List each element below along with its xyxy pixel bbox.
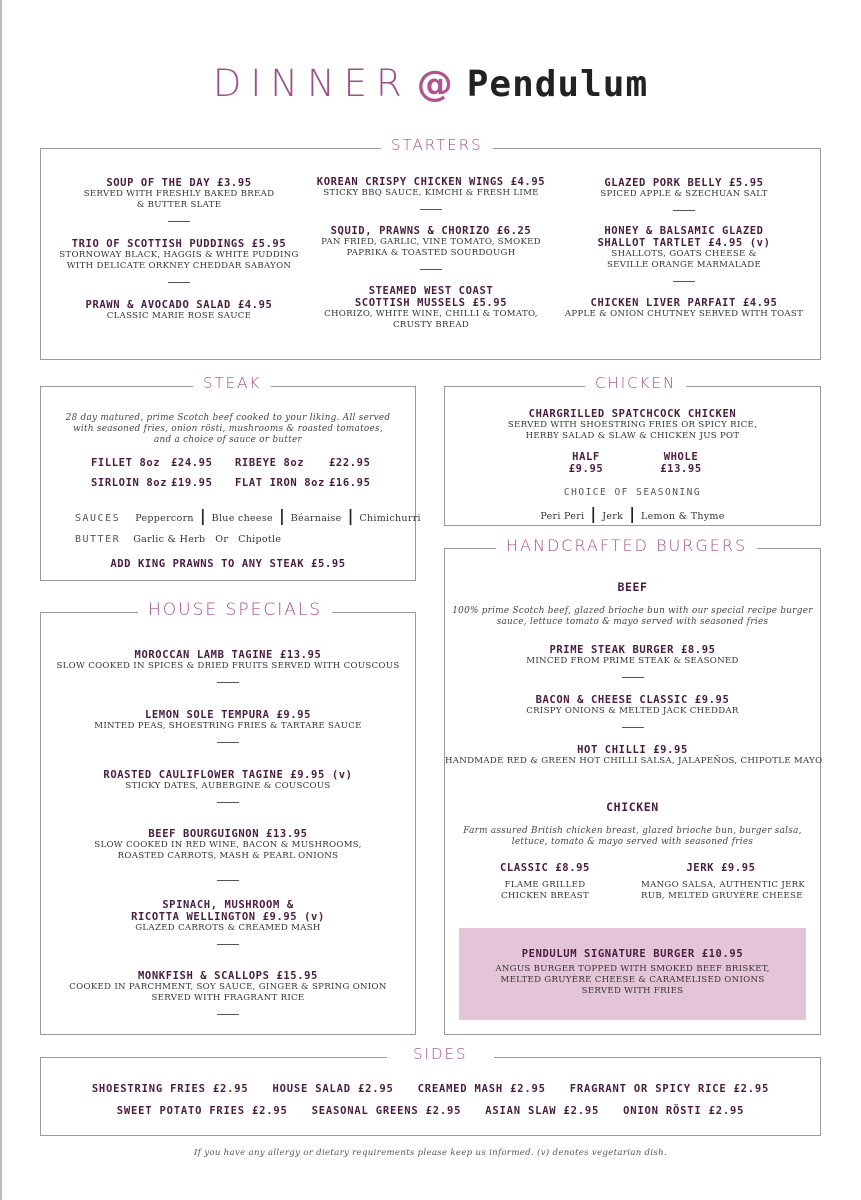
side-item: ASIAN SLAW £2.95 xyxy=(485,1105,600,1117)
starters-section xyxy=(40,136,821,360)
starter-item: TRIO OF SCOTTISH PUDDINGS £5.95 STORNOWAY BLACK, HAGGIS & WHITE PUDDING WITH DELICATE ORKNEY CHEDDAR SABAYON xyxy=(49,238,309,283)
sides-row xyxy=(40,1083,821,1095)
signature-burger-panel xyxy=(459,928,806,1020)
burger-item-classic: CLASSIC £8.95 FLAME GRILLED CHICKEN BREAST xyxy=(500,862,590,901)
chicken-title: CHICKEN xyxy=(585,374,686,392)
chicken-seasonings: Peri Peri | Jerk | Lemon & Thyme xyxy=(540,504,725,523)
signature-burger-name: PENDULUM SIGNATURE BURGER £10.95 xyxy=(521,948,744,960)
chicken-whole: WHOLE £13.95 xyxy=(660,451,702,475)
steak-sauces: SAUCES Peppercorn | Blue cheese | Béarnaise | Chimichurri xyxy=(75,506,421,525)
burger-item: HOT CHILLI £9.95 HANDMADE RED & GREEN HOT CHILLI SALSA, JALAPEÑOS, CHIPOTLE MAYO xyxy=(445,744,823,766)
sides-title: SIDES xyxy=(387,1045,494,1063)
sides-section xyxy=(40,1045,821,1136)
chicken-section xyxy=(444,374,821,526)
steak-addon: ADD KING PRAWNS TO ANY STEAK £5.95 xyxy=(110,558,346,570)
title-dinner: DINNER xyxy=(212,62,411,105)
chicken-dish: CHARGRILLED SPATCHCOCK CHICKEN SERVED WITH SHOESTRING FRIES OR SPICY RICE, HERBY SALAD & SLAW & CHICKEN JUS POT xyxy=(507,408,758,441)
chicken-burger-intro: Farm assured British chicken breast, glazed brioche bun, burger salsa, lettuce, tomato & mayo served with seasoned fries xyxy=(463,826,802,847)
burger-item: PRIME STEAK BURGER £8.95 MINCED FROM PRIME STEAK & SEASONED xyxy=(445,644,820,678)
side-item: CREAMED MASH £2.95 xyxy=(417,1083,546,1095)
side-item: SWEET POTATO FRIES £2.95 xyxy=(116,1105,288,1117)
chicken-seasoning-label: CHOICE OF SEASONING xyxy=(563,487,702,498)
starter-item: SOUP OF THE DAY £3.95 SERVED WITH FRESHLY BAKED BREAD & BUTTER SLATE xyxy=(69,177,289,222)
starter-item: CHICKEN LIVER PARFAIT £4.95 APPLE & ONION CHUTNEY SERVED WITH TOAST xyxy=(564,297,804,319)
signature-burger-desc: ANGUS BURGER TOPPED WITH SMOKED BEEF BRISKET, xyxy=(495,964,770,974)
burgers-title: HANDCRAFTED BURGERS xyxy=(496,536,757,555)
chicken-half: HALF £9.95 xyxy=(568,451,604,475)
house-item: MOROCCAN LAMB TAGINE £13.95 SLOW COOKED IN SPICES & DRIED FRUITS SERVED WITH COUSCOUS xyxy=(41,649,415,683)
steak-cut-name: SIRLOIN 8oz xyxy=(91,477,168,489)
beef-title: BEEF xyxy=(617,580,648,594)
signature-burger-desc: SERVED WITH FRIES xyxy=(581,986,684,996)
side-item: HOUSE SALAD £2.95 xyxy=(272,1083,394,1095)
side-item: SEASONAL GREENS £2.95 xyxy=(311,1105,462,1117)
starters-title: STARTERS xyxy=(381,136,493,154)
starter-item: SQUID, PRAWNS & CHORIZO £6.25 PAN FRIED, GARLIC, VINE TOMATO, SMOKED PAPRIKA & TOASTED SOURDOUGH xyxy=(311,225,551,270)
steak-cut-price: £24.95 xyxy=(171,457,213,469)
title-at: @ xyxy=(416,64,453,105)
starter-item: GLAZED PORK BELLY £5.95 SPICED APPLE & SZECHUAN SALT xyxy=(573,177,795,211)
side-item: SHOESTRING FRIES £2.95 xyxy=(91,1083,249,1095)
title-pendulum: Pendulum xyxy=(466,64,649,105)
sides-row xyxy=(40,1105,821,1117)
house-item: ROASTED CAULIFLOWER TAGINE £9.95 (v) STICKY DATES, AUBERGINE & COUSCOUS xyxy=(41,769,415,803)
steak-section xyxy=(40,374,421,581)
beef-intro: 100% prime Scotch beef, glazed brioche bun with our special recipe burger sauce, lettuce tomato & mayo served with seasoned fries xyxy=(452,606,813,627)
chicken-burger-title: CHICKEN xyxy=(606,800,659,814)
steak-cut-price: £19.95 xyxy=(171,477,213,489)
burger-item-jerk: JERK £9.95 MANGO SALSA, AUTHENTIC JERK RUB, MELTED GRUYÈRE CHEESE xyxy=(641,862,806,901)
steak-butter: BUTTER Garlic & Herb Or Chipotle xyxy=(75,534,282,545)
steak-cut-price: £22.95 xyxy=(329,457,371,469)
signature-burger-desc: MELTED GRUYÈRE CHEESE & CARAMELISED ONIONS xyxy=(500,975,765,985)
page-title xyxy=(0,62,861,105)
side-item: FRAGRANT OR SPICY RICE £2.95 xyxy=(569,1083,770,1095)
starter-item: KOREAN CRISPY CHICKEN WINGS £4.95 STICKY BBQ SAUCE, KIMCHI & FRESH LIME xyxy=(311,176,551,210)
house-item: SPINACH, MUSHROOM & RICOTTA WELLINGTON £9.95 (v) GLAZED CARROTS & CREAMED MASH xyxy=(41,899,415,945)
burger-item: BACON & CHEESE CLASSIC £9.95 CRISPY ONIONS & MELTED JACK CHEDDAR xyxy=(445,694,820,728)
steak-cut-name: FLAT IRON 8oz xyxy=(235,477,325,489)
side-item: ONION RÖSTI £2.95 xyxy=(623,1105,745,1117)
house-item: MONKFISH & SCALLOPS £15.95 COOKED IN PARCHMENT, SOY SAUCE, GINGER & SPRING ONION SERVED WITH FRAGRANT RICE xyxy=(41,970,415,1015)
starter-item: STEAMED WEST COAST SCOTTISH MUSSELS £5.95 CHORIZO, WHITE WINE, CHILLI & TOMATO, CRUSTY BREAD xyxy=(324,285,538,330)
house-item: BEEF BOURGUIGNON £13.95 SLOW COOKED IN RED WINE, BACON & MUSHROOMS, ROASTED CARROTS, MASH & PEARL ONIONS xyxy=(41,828,415,881)
house-specials-section xyxy=(40,600,416,1035)
steak-cut-name: RIBEYE 8oz xyxy=(235,457,305,469)
allergy-footer: If you have any allergy or dietary requirements please keep us informed. (v) denotes vegetarian dish. xyxy=(193,1148,667,1158)
steak-title: STEAK xyxy=(193,374,271,392)
steak-intro: 28 day matured, prime Scotch beef cooked to your liking. All served with seasoned fries, onion rösti, mushrooms & roasted tomatoes, and a choice of sauce or butter xyxy=(65,413,391,445)
house-item: LEMON SOLE TEMPURA £9.95 MINTED PEAS, SHOESTRING FRIES & TARTARE SAUCE xyxy=(41,709,415,743)
house-specials-title: HOUSE SPECIALS xyxy=(138,600,332,620)
starter-item: PRAWN & AVOCADO SALAD £4.95 CLASSIC MARIE ROSE SAUCE xyxy=(85,299,273,321)
page-edge xyxy=(0,0,2,1200)
steak-cut-name: FILLET 8oz xyxy=(91,457,161,469)
steak-cut-price: £16.95 xyxy=(329,477,371,489)
starter-item: HONEY & BALSAMIC GLAZED SHALLOT TARTLET £4.95 (v) SHALLOTS, GOATS CHEESE & SEVILLE ORANGE MARMALADE xyxy=(573,225,795,282)
